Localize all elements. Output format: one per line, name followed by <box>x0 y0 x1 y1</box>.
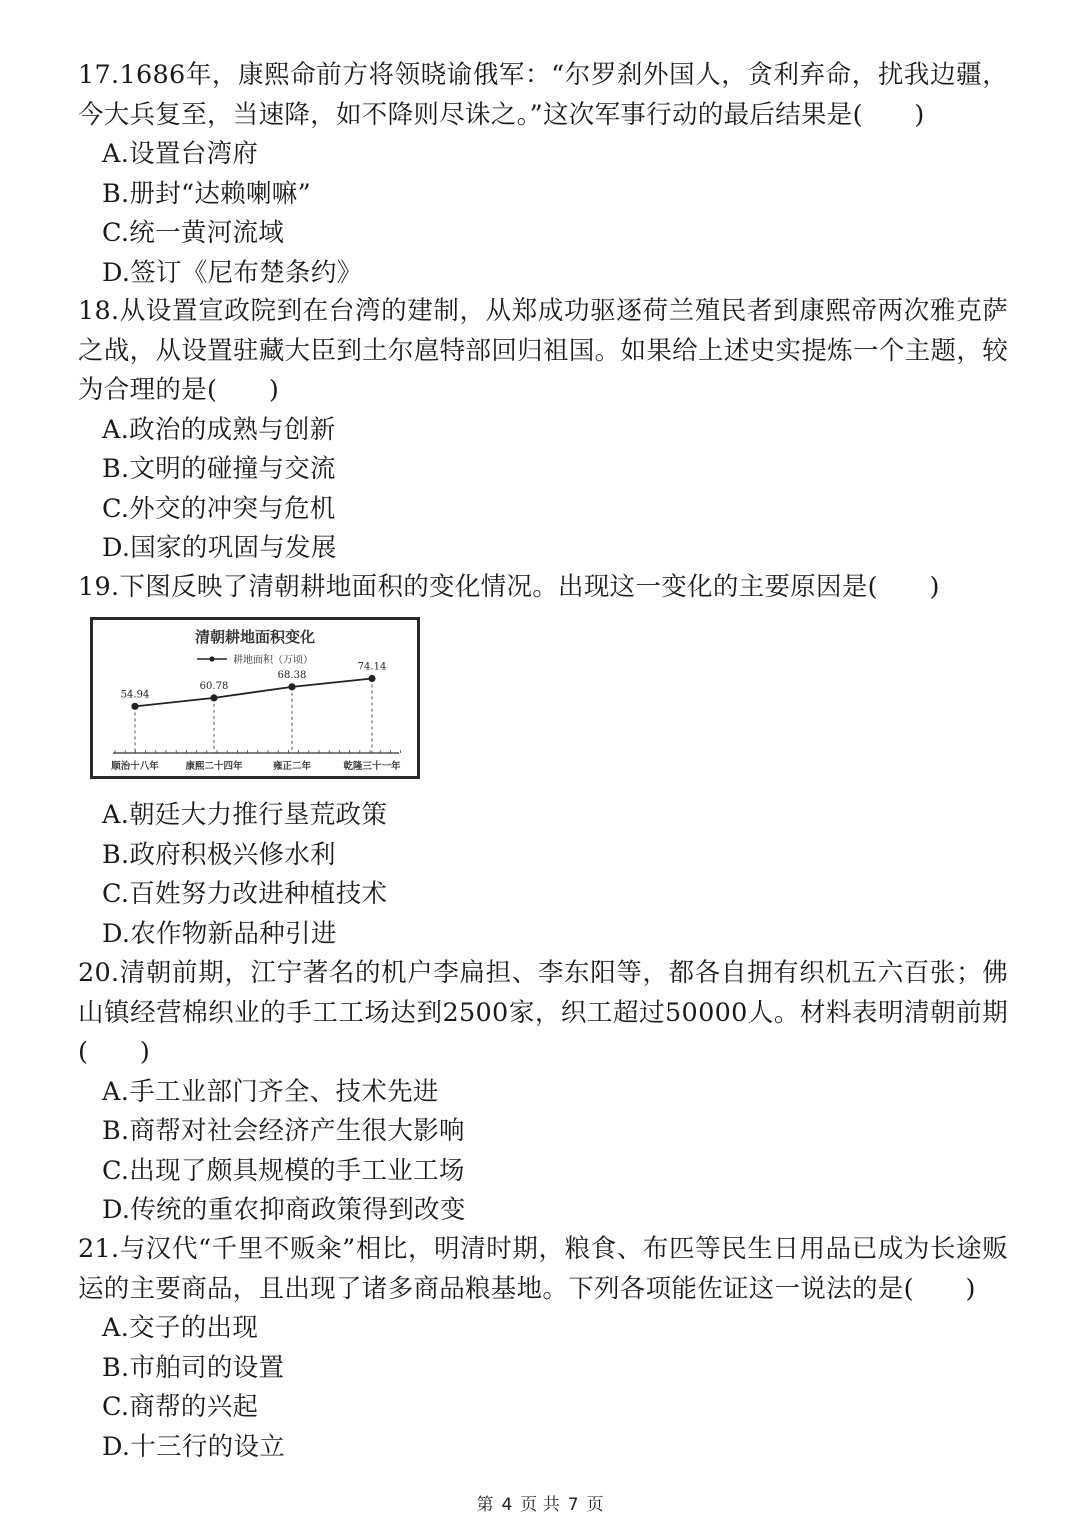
option-d: D.国家的巩固与发展 <box>102 533 337 563</box>
page-footer <box>0 1490 1080 1515</box>
farmland-area-chart <box>90 617 420 779</box>
option-c: C.商帮的兴起 <box>102 1392 259 1422</box>
option-b: B.政府积极兴修水利 <box>102 839 336 870</box>
footer-suffix: 页 <box>586 1495 604 1515</box>
category-label: 乾隆三十一年 <box>343 761 401 772</box>
question-stem: 18.从设置宣政院到在台湾的建制，从郑成功驱逐荷兰殖民者到康熙帝两次雅克萨之战，从设置驻藏大臣到土尔扈特部回归祖国。如果给上述史实提炼一个主题，较为合理的是( ) <box>78 296 1008 405</box>
option-c: C.百姓努力改进种植技术 <box>102 879 388 909</box>
chart-title: 清朝耕地面积变化 <box>194 628 316 646</box>
option-b: B.商帮对社会经济产生很大影响 <box>102 1116 465 1146</box>
question-21 <box>78 1230 1008 1467</box>
question-20 <box>78 954 1008 1231</box>
option-d: D.传统的重农抑商政策得到改变 <box>102 1195 466 1225</box>
question-stem: 20.清朝前期，江宁著名的机户李扁担、李东阳等，都各自拥有织机五六百张；佛山镇经营棉织业的手工工场达到2500家，织工超过50000人。材料表明清朝前期( ) <box>78 958 1008 1067</box>
option-a: A.朝廷大力推行垦荒政策 <box>102 800 388 830</box>
data-point <box>131 703 138 710</box>
question-17 <box>78 56 1008 293</box>
question-19-options <box>78 796 1008 954</box>
data-point <box>210 694 217 701</box>
question-19 <box>78 568 1008 608</box>
option-c: C.外交的冲突与危机 <box>102 493 336 524</box>
data-label: 68.38 <box>277 669 307 681</box>
line-chart-svg <box>93 620 417 776</box>
data-point <box>368 675 375 682</box>
footer-prefix: 第 <box>476 1495 494 1515</box>
category-label: 顺治十八年 <box>111 761 159 772</box>
legend-marker <box>209 656 214 661</box>
option-b: B.市舶司的设置 <box>102 1352 285 1383</box>
page-total: 7 <box>567 1495 579 1515</box>
option-a: A.交子的出现 <box>102 1313 259 1343</box>
option-d: D.签订《尼布楚条约》 <box>102 257 363 288</box>
question-stem: 17.1686年，康熙命前方将领晓谕俄军：“尔罗刹外国人，贪利弃命，扰我边疆，今大兵复至，当速降，如不降则尽诛之。”这次军事行动的最后结果是( ) <box>78 60 1008 130</box>
option-b: B.册封“达赖喇嘛” <box>102 178 311 209</box>
option-d: D.十三行的设立 <box>102 1431 286 1462</box>
data-point <box>288 683 295 690</box>
option-c: C.出现了颇具规模的手工业工场 <box>102 1155 465 1186</box>
data-label: 60.78 <box>199 680 229 692</box>
option-a: A.手工业部门齐全、技术先进 <box>102 1076 439 1107</box>
question-stem: 21.与汉代“千里不贩籴”相比，明清时期，粮食、布匹等民生日用品已成为长途贩运的主要商品，且出现了诸多商品粮基地。下列各项能佐证这一说法的是( ) <box>78 1234 1008 1304</box>
page-number: 4 <box>501 1495 513 1515</box>
series-line <box>135 678 372 706</box>
data-label: 74.14 <box>357 661 387 673</box>
option-d: D.农作物新品种引进 <box>102 918 337 949</box>
data-label: 54.94 <box>120 689 150 701</box>
option-b: B.文明的碰撞与交流 <box>102 454 336 484</box>
category-label: 康熙二十四年 <box>185 761 243 772</box>
category-label: 雍正二年 <box>272 761 312 772</box>
footer-mid: 页 共 <box>520 1495 560 1515</box>
option-a: A.政治的成熟与创新 <box>102 414 336 445</box>
question-18 <box>78 292 1008 569</box>
option-a: A.设置台湾府 <box>102 139 259 169</box>
question-stem: 19.下图反映了清朝耕地面积的变化情况。出现这一变化的主要原因是( ) <box>78 572 940 602</box>
option-c: C.统一黄河流域 <box>102 218 285 248</box>
legend-label: 耕地面积（万顷） <box>233 655 313 666</box>
